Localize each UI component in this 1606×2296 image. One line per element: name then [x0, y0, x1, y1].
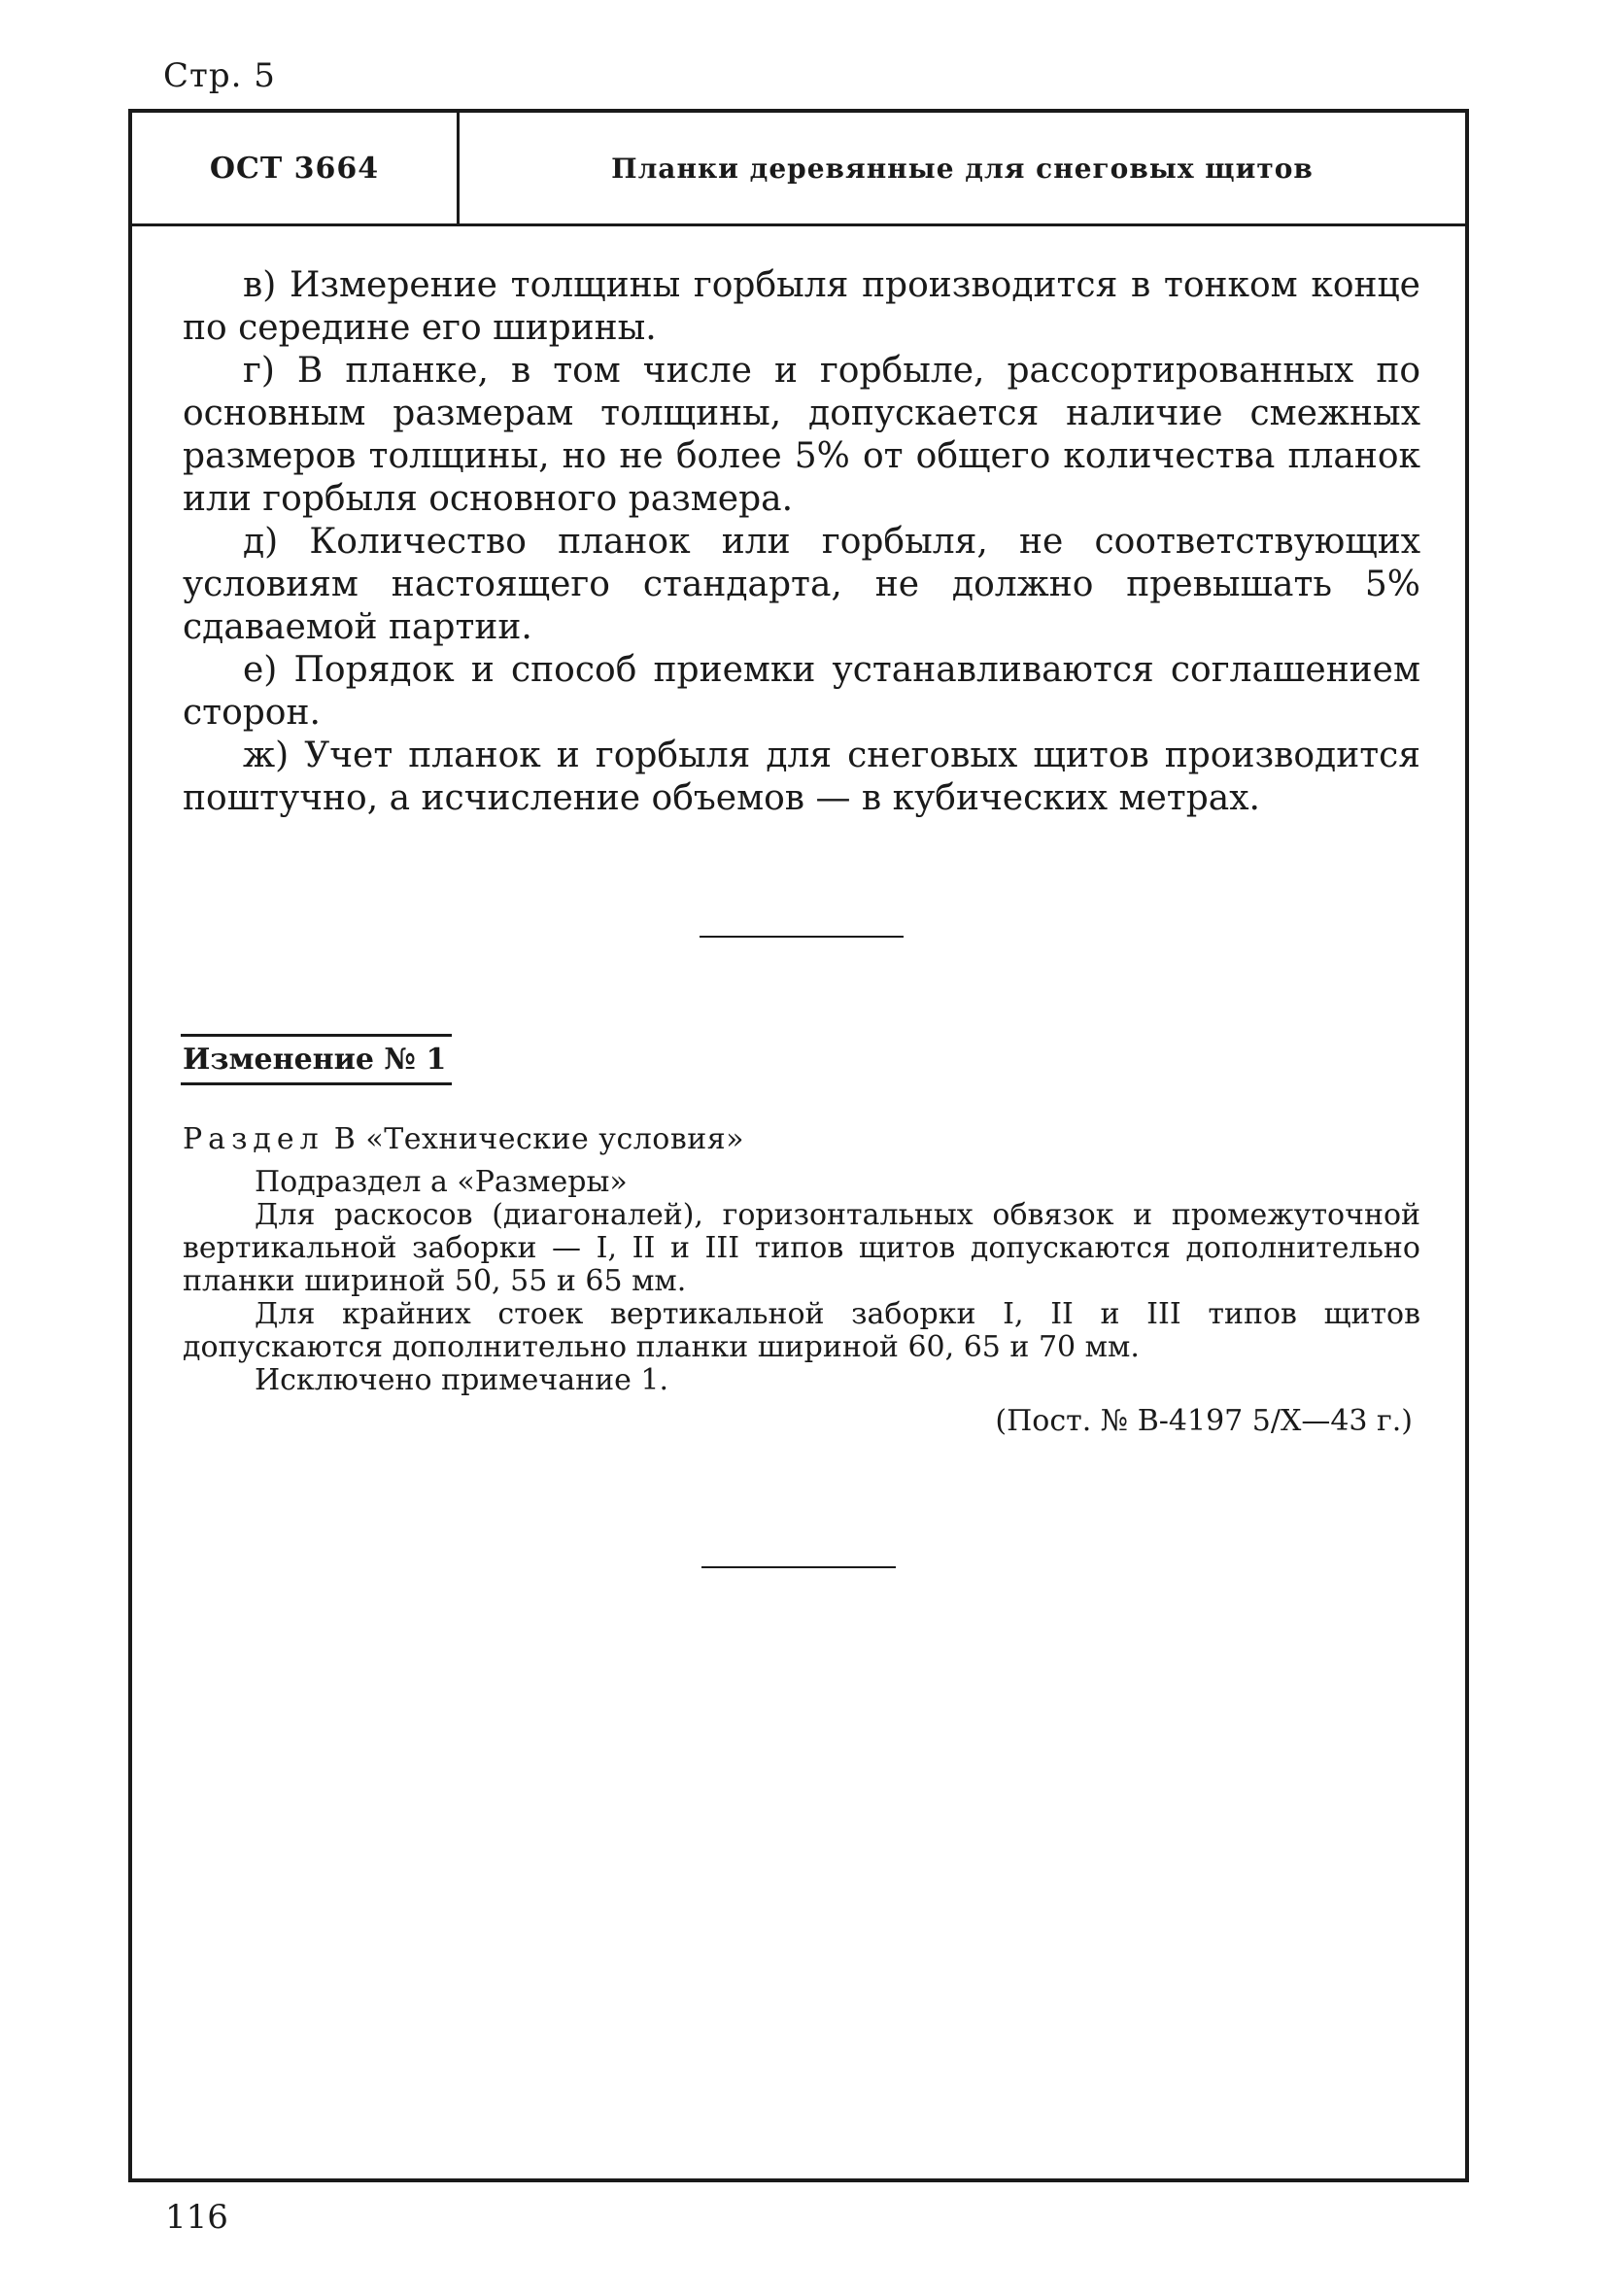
frame-bottom-border — [128, 2178, 1469, 2182]
paragraph-g: г) В планке, в том числе и горбыле, рассортированных по основным размерам толщины, допускается наличие смежных размеров толщины, но не более 5% от общего количества планок или горбыля основного размера. — [183, 351, 1420, 519]
separator-line — [701, 1566, 896, 1568]
paragraph-v: в) Измерение толщины горбыля производится в тонком конце по середине его ширины. — [183, 265, 1420, 348]
paragraph-d: д) Количество планок или горбыля, не соответствующих условиям настоящего стандарта, не должно превышать 5% сдаваемой партии. — [183, 522, 1420, 647]
frame-left-border — [128, 109, 132, 2178]
frame-right-border — [1465, 109, 1469, 2178]
change-decree: (Пост. № В-4197 5/X—43 г.) — [995, 1404, 1413, 1438]
page-label: Стр. 5 — [163, 56, 276, 95]
change-item: Для крайних стоек вертикальной заборки I, II и III типов щитов допускаются дополнительно планки шириной 60, 65 и 70 мм. — [183, 1297, 1420, 1364]
header-bottom-border — [132, 223, 1465, 226]
change-item: Для раскосов (диагоналей), горизонтальных обвязок и промежуточной вертикальной заборки — I, II и III типов щитов допускаются дополнительно планки шириной 50, 55 и 65 мм. — [183, 1198, 1420, 1298]
main-text — [183, 264, 1420, 820]
change-text — [183, 1123, 1420, 1438]
change-item: Исключено примечание 1. — [255, 1363, 668, 1397]
paragraph-zh: ж) Учет планок и горбыля для снеговых щитов производится поштучно, а исчисление объемов — в кубических метрах. — [183, 736, 1420, 818]
section-title: В «Технические условия» — [324, 1122, 745, 1156]
separator-line — [700, 936, 904, 938]
paragraph-e: е) Порядок и способ приемки устанавливаются соглашением сторон. — [183, 650, 1420, 733]
section-word: Раздел — [183, 1122, 325, 1156]
page-number: 116 — [165, 2198, 228, 2237]
header-title: Планки деревянные для снеговых щитов — [611, 152, 1314, 185]
change-subsection: Подраздел а «Размеры» — [255, 1165, 628, 1199]
change-section — [183, 1123, 1420, 1156]
header-standard-number: ОСТ 3664 — [209, 151, 380, 186]
change-heading: Изменение № 1 — [181, 1034, 452, 1085]
